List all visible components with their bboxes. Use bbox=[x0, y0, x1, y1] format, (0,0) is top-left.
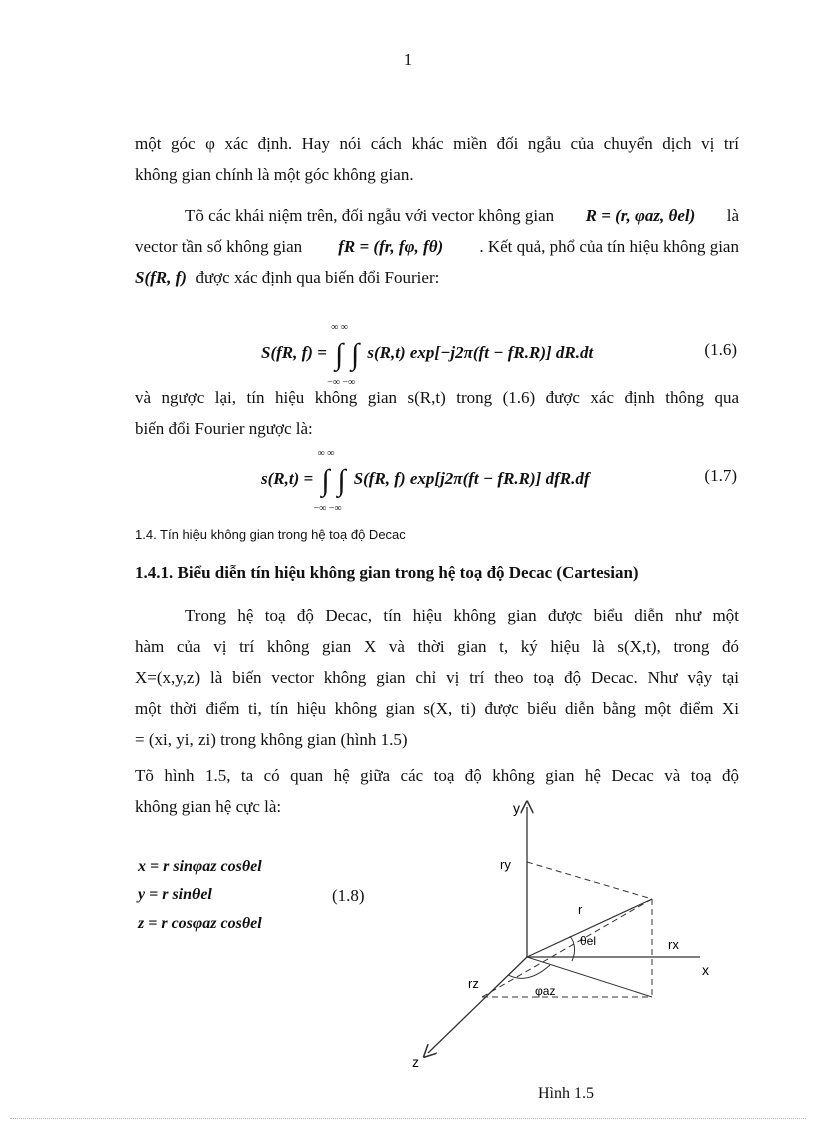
label-ry: ry bbox=[500, 857, 511, 872]
equation-1-8-number: (1.8) bbox=[332, 886, 365, 905]
p4-line3: X=(x,y,z) là biến vector không gian chỉ vị trí theo toạ độ Decac. Như vậy tại bbox=[135, 668, 739, 687]
p3-line1: và ngược lại, tín hiệu không gian s(R,t) trong (1.6) được xác định thông qua bbox=[135, 388, 739, 407]
p1-line1: một góc φ xác định. Hay nói cách khác miền đối ngẫu của chuyển dịch vị trí bbox=[135, 134, 739, 153]
p5-line2: không gian hệ cực là: bbox=[135, 797, 282, 816]
eq17-integrand: S(fR, f) exp[j2π(ft − fR.R)] dfR.df bbox=[353, 469, 590, 488]
equation-1-7 bbox=[135, 448, 739, 514]
label-r: r bbox=[578, 902, 583, 917]
double-integral-sign: ∫ ∞ ∞ −∞ −∞ bbox=[327, 322, 356, 388]
double-integral-sign-2: ∫ bbox=[337, 464, 346, 497]
label-theta: θel bbox=[580, 934, 597, 948]
spectrum-symbol: S(fR, f) bbox=[135, 268, 187, 287]
p4-line4: một thời điểm ti, tín hiệu không gian s(X, ti) được biểu diễn bằng một điểm Xi bbox=[135, 699, 739, 718]
eq16-lhs: S(fR, f) = bbox=[261, 343, 327, 362]
p2-line3 bbox=[135, 262, 739, 293]
p5-line1: Tõ hình 1.5, ta có quan hệ giữa các toạ độ không gian hệ Decac và toạ độ bbox=[135, 766, 739, 785]
p2-line1-end: là bbox=[726, 206, 739, 225]
equation-y: y = r sinθel bbox=[138, 886, 212, 903]
paragraph-2 bbox=[135, 200, 739, 293]
paragraph-1 bbox=[135, 128, 739, 190]
figure-caption: Hình 1.5 bbox=[538, 1085, 594, 1102]
equation-x: x = r sinφaz cosθel bbox=[138, 858, 262, 875]
equation-1-7-body bbox=[261, 448, 590, 514]
eq16-upper-limits: ∞ ∞ bbox=[331, 322, 348, 333]
p2-line2-end: . Kết quả, phổ của tín hiệu không gian bbox=[479, 237, 739, 256]
eq16-integrand: s(R,t) exp[−j2π(ft − fR.R)] dR.dt bbox=[367, 343, 594, 362]
p4-line5: = (xi, yi, zi) trong không gian (hình 1.5) bbox=[135, 730, 408, 749]
label-phi: φaz bbox=[535, 984, 556, 998]
eq17-lower-limits: −∞ −∞ bbox=[313, 503, 342, 514]
label-x: x bbox=[702, 962, 709, 978]
p2-line1 bbox=[135, 200, 739, 231]
equation-1-6 bbox=[135, 322, 739, 388]
p1-line2: không gian chính là một góc không gian. bbox=[135, 165, 414, 184]
phi-arc bbox=[508, 965, 550, 978]
vector-R-formula: R = (r, φaz, θel) bbox=[585, 206, 696, 225]
p4-line2: hàm của vị trí không gian X và thời gian t, ký hiệu là s(X,t), trong đó bbox=[135, 637, 739, 656]
eq17-upper-limits: ∞ ∞ bbox=[317, 448, 335, 459]
r-vector bbox=[527, 899, 652, 957]
bottom-rule bbox=[10, 1118, 806, 1119]
equation-1-6-body bbox=[261, 322, 594, 388]
p3-line2: biến đổi Fourier ngược là: bbox=[135, 419, 313, 438]
label-z: z bbox=[412, 1054, 419, 1070]
equation-1-6-number: (1.6) bbox=[704, 340, 737, 359]
coordinate-diagram bbox=[410, 795, 740, 1075]
p2-line3-text: được xác định qua biến đổi Fourier: bbox=[195, 268, 440, 287]
equation-z: z = r cosφaz cosθel bbox=[138, 915, 262, 932]
section-heading-1-4: 1.4. Tín hiệu không gian trong hệ toạ độ Decac bbox=[135, 527, 406, 542]
double-integral-sign-2: ∫ bbox=[351, 338, 360, 371]
double-integral-sign: ∫ ∞ ∞ −∞ −∞ bbox=[313, 448, 342, 514]
page-number: 1 bbox=[403, 50, 413, 69]
p2-line1-text: Tõ các khái niệm trên, đối ngẫu với vector không gian bbox=[185, 206, 555, 225]
eq17-lhs: s(R,t) = bbox=[261, 469, 314, 488]
vector-fR-formula: fR = (fr, fφ, fθ) bbox=[338, 237, 444, 256]
equation-1-7-number: (1.7) bbox=[704, 466, 737, 485]
z-axis bbox=[428, 957, 527, 1053]
p2-line2-text: vector tần số không gian bbox=[135, 237, 303, 256]
label-y: y bbox=[513, 800, 520, 816]
p4-line1: Trong hệ toạ độ Decac, tín hiệu không gian được biểu diễn như một bbox=[185, 606, 739, 625]
p2-line2 bbox=[135, 231, 739, 262]
eq16-lower-limits: −∞ −∞ bbox=[327, 377, 356, 388]
section-heading-1-4-1: 1.4.1. Biểu diễn tín hiệu không gian trong hệ toạ độ Decac (Cartesian) bbox=[135, 563, 639, 582]
label-rz: rz bbox=[468, 976, 479, 991]
paragraph-4 bbox=[135, 600, 739, 755]
paragraph-3 bbox=[135, 382, 739, 444]
label-rx: rx bbox=[668, 937, 679, 952]
